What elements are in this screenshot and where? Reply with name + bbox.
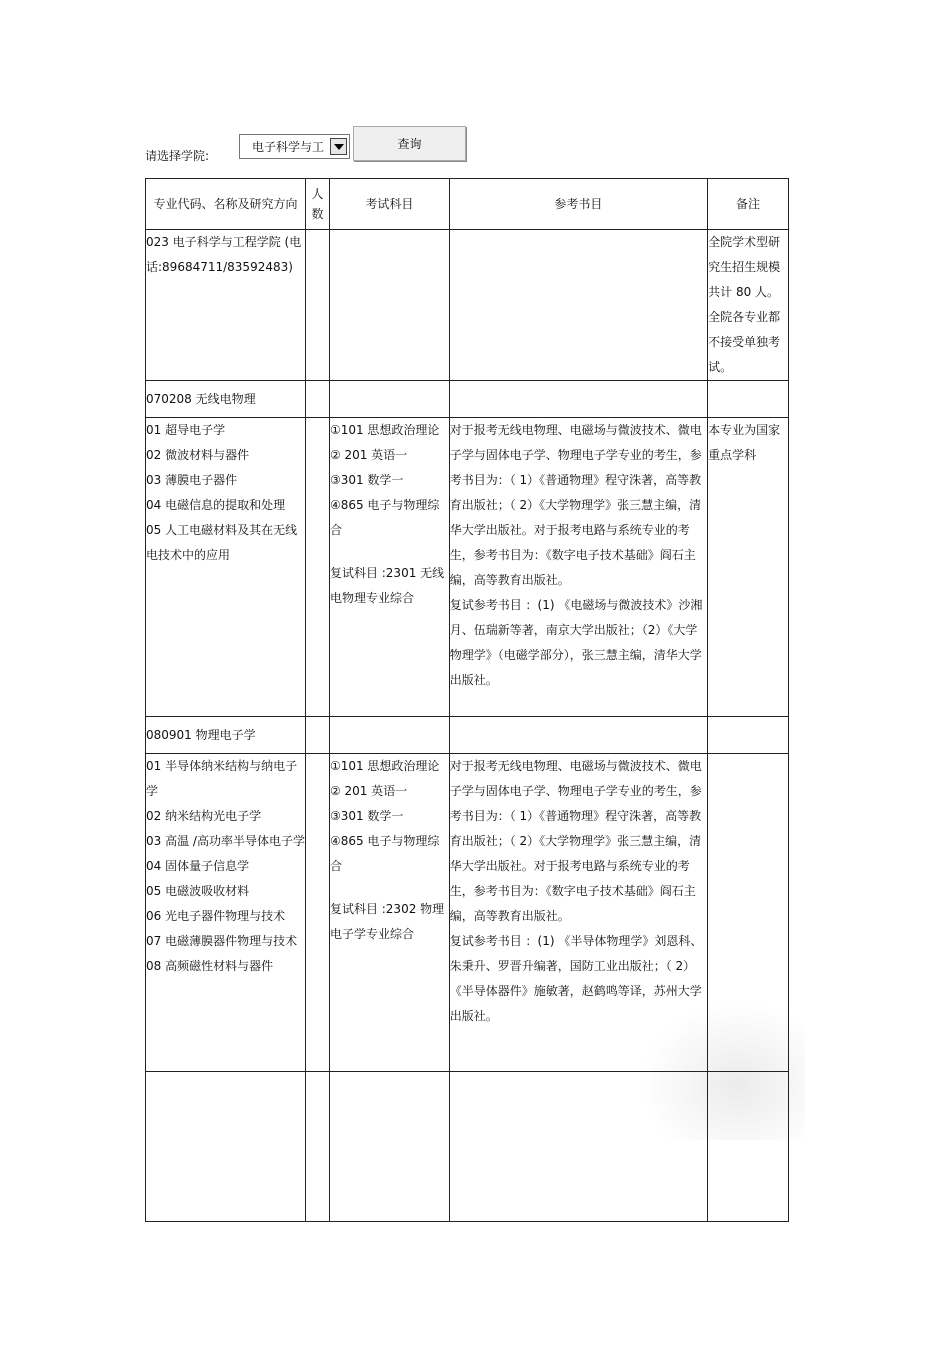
table-row — [146, 381, 789, 418]
major-title: 080901 物理电子学 — [146, 717, 306, 754]
major-directions: 01 超导电子学 02 微波材料与器件 03 薄膜电子器件 04 电磁信息的提取和处理 05 人工电磁材料及其在无线电技术中的应用 — [146, 418, 306, 717]
retest-subject: 复试科目 :2301 无线电物理专业综合 — [329, 566, 445, 605]
retest-reference-books: 复试参考书目 ：(1) 《半导体物理学》刘恩科、朱秉升、罗晋升编著，国防工业出版社；（ 2）《半导体器件》施敏著，赵鹤鸣等译，苏州大学出版社。 — [449, 934, 703, 1023]
chevron-down-icon[interactable] — [330, 138, 347, 155]
school-note: 全院学术型研究生招生规模共计 80 人。全院各专业都不接受单独考试。 — [708, 230, 789, 381]
table-row — [146, 230, 789, 381]
header-count: 人数 — [305, 179, 329, 230]
reference-books: 对于报考无线电物理、电磁场与微波技术、微电子学与固体电子学、物理电子学专业的考生，参考书目为：（ 1）《普通物理》程守洙著，高等教育出版社；（ 2）《大学物理学》张三慧主编，清华大学出版社。对于报考电路与系统专业的考生，参考书目为：《数字电子技术基础》阎石主编，高等教育出版社。 — [449, 423, 702, 587]
exam-subjects: ①101 思想政治理论② 201 英语一 ③301 数学一 ④865 电子与物理综合 — [329, 423, 440, 537]
table-row — [146, 418, 789, 717]
school-select[interactable] — [239, 134, 350, 159]
exam-subjects: ①101 思想政治理论② 201 英语一 ③301 数学一 ④865 电子与物理综合 — [329, 759, 440, 873]
header-notes: 备注 — [708, 179, 789, 230]
major-title: 070208 无线电物理 — [146, 381, 306, 418]
major-directions: 01 半导体纳米结构与纳电子学 02 纳米结构光电子学 03 高温 /高功率半导体电子学 04 固体量子信息学 05 电磁波吸收材料 06 光电子器件物理与技术 07 电磁薄膜器件物理与技术 08 高频磁性材料与器件 — [146, 754, 306, 1072]
enrollment-table — [145, 178, 789, 1222]
retest-subject: 复试科目 :2302 物理电子学专业综合 — [329, 902, 445, 941]
header-major: 专业代码、名称及研究方向 — [146, 179, 306, 230]
major-note — [708, 754, 789, 1072]
header-exam: 考试科目 — [329, 179, 449, 230]
table-row — [146, 717, 789, 754]
table-row — [146, 754, 789, 1072]
table-row — [146, 1072, 789, 1222]
retest-reference-books: 复试参考书目 ：(1) 《电磁场与微波技术》沙湘月、伍瑞新等著，南京大学出版社；（2）《大学物理学》（电磁学部分），张三慧主编，清华大学出版社。 — [449, 598, 703, 687]
school-code-name: 023 电子科学与工程学院 (电话:89684711/83592483) — [146, 230, 306, 381]
query-button[interactable]: 查询 — [353, 126, 466, 161]
header-books: 参考书目 — [449, 179, 707, 230]
school-select-value: 电子科学与工 — [252, 140, 325, 154]
major-note: 本专业为国家重点学科 — [708, 418, 789, 717]
school-select-label: 请选择学院: — [145, 149, 210, 163]
reference-books: 对于报考无线电物理、电磁场与微波技术、微电子学与固体电子学、物理电子学专业的考生，参考书目为：（ 1）《普通物理》程守洙著，高等教育出版社；（ 2）《大学物理学》张三慧主编，清华大学出版社。对于报考电路与系统专业的考生，参考书目为：《数字电子技术基础》阎石主编，高等教育出版社。 — [449, 759, 702, 923]
